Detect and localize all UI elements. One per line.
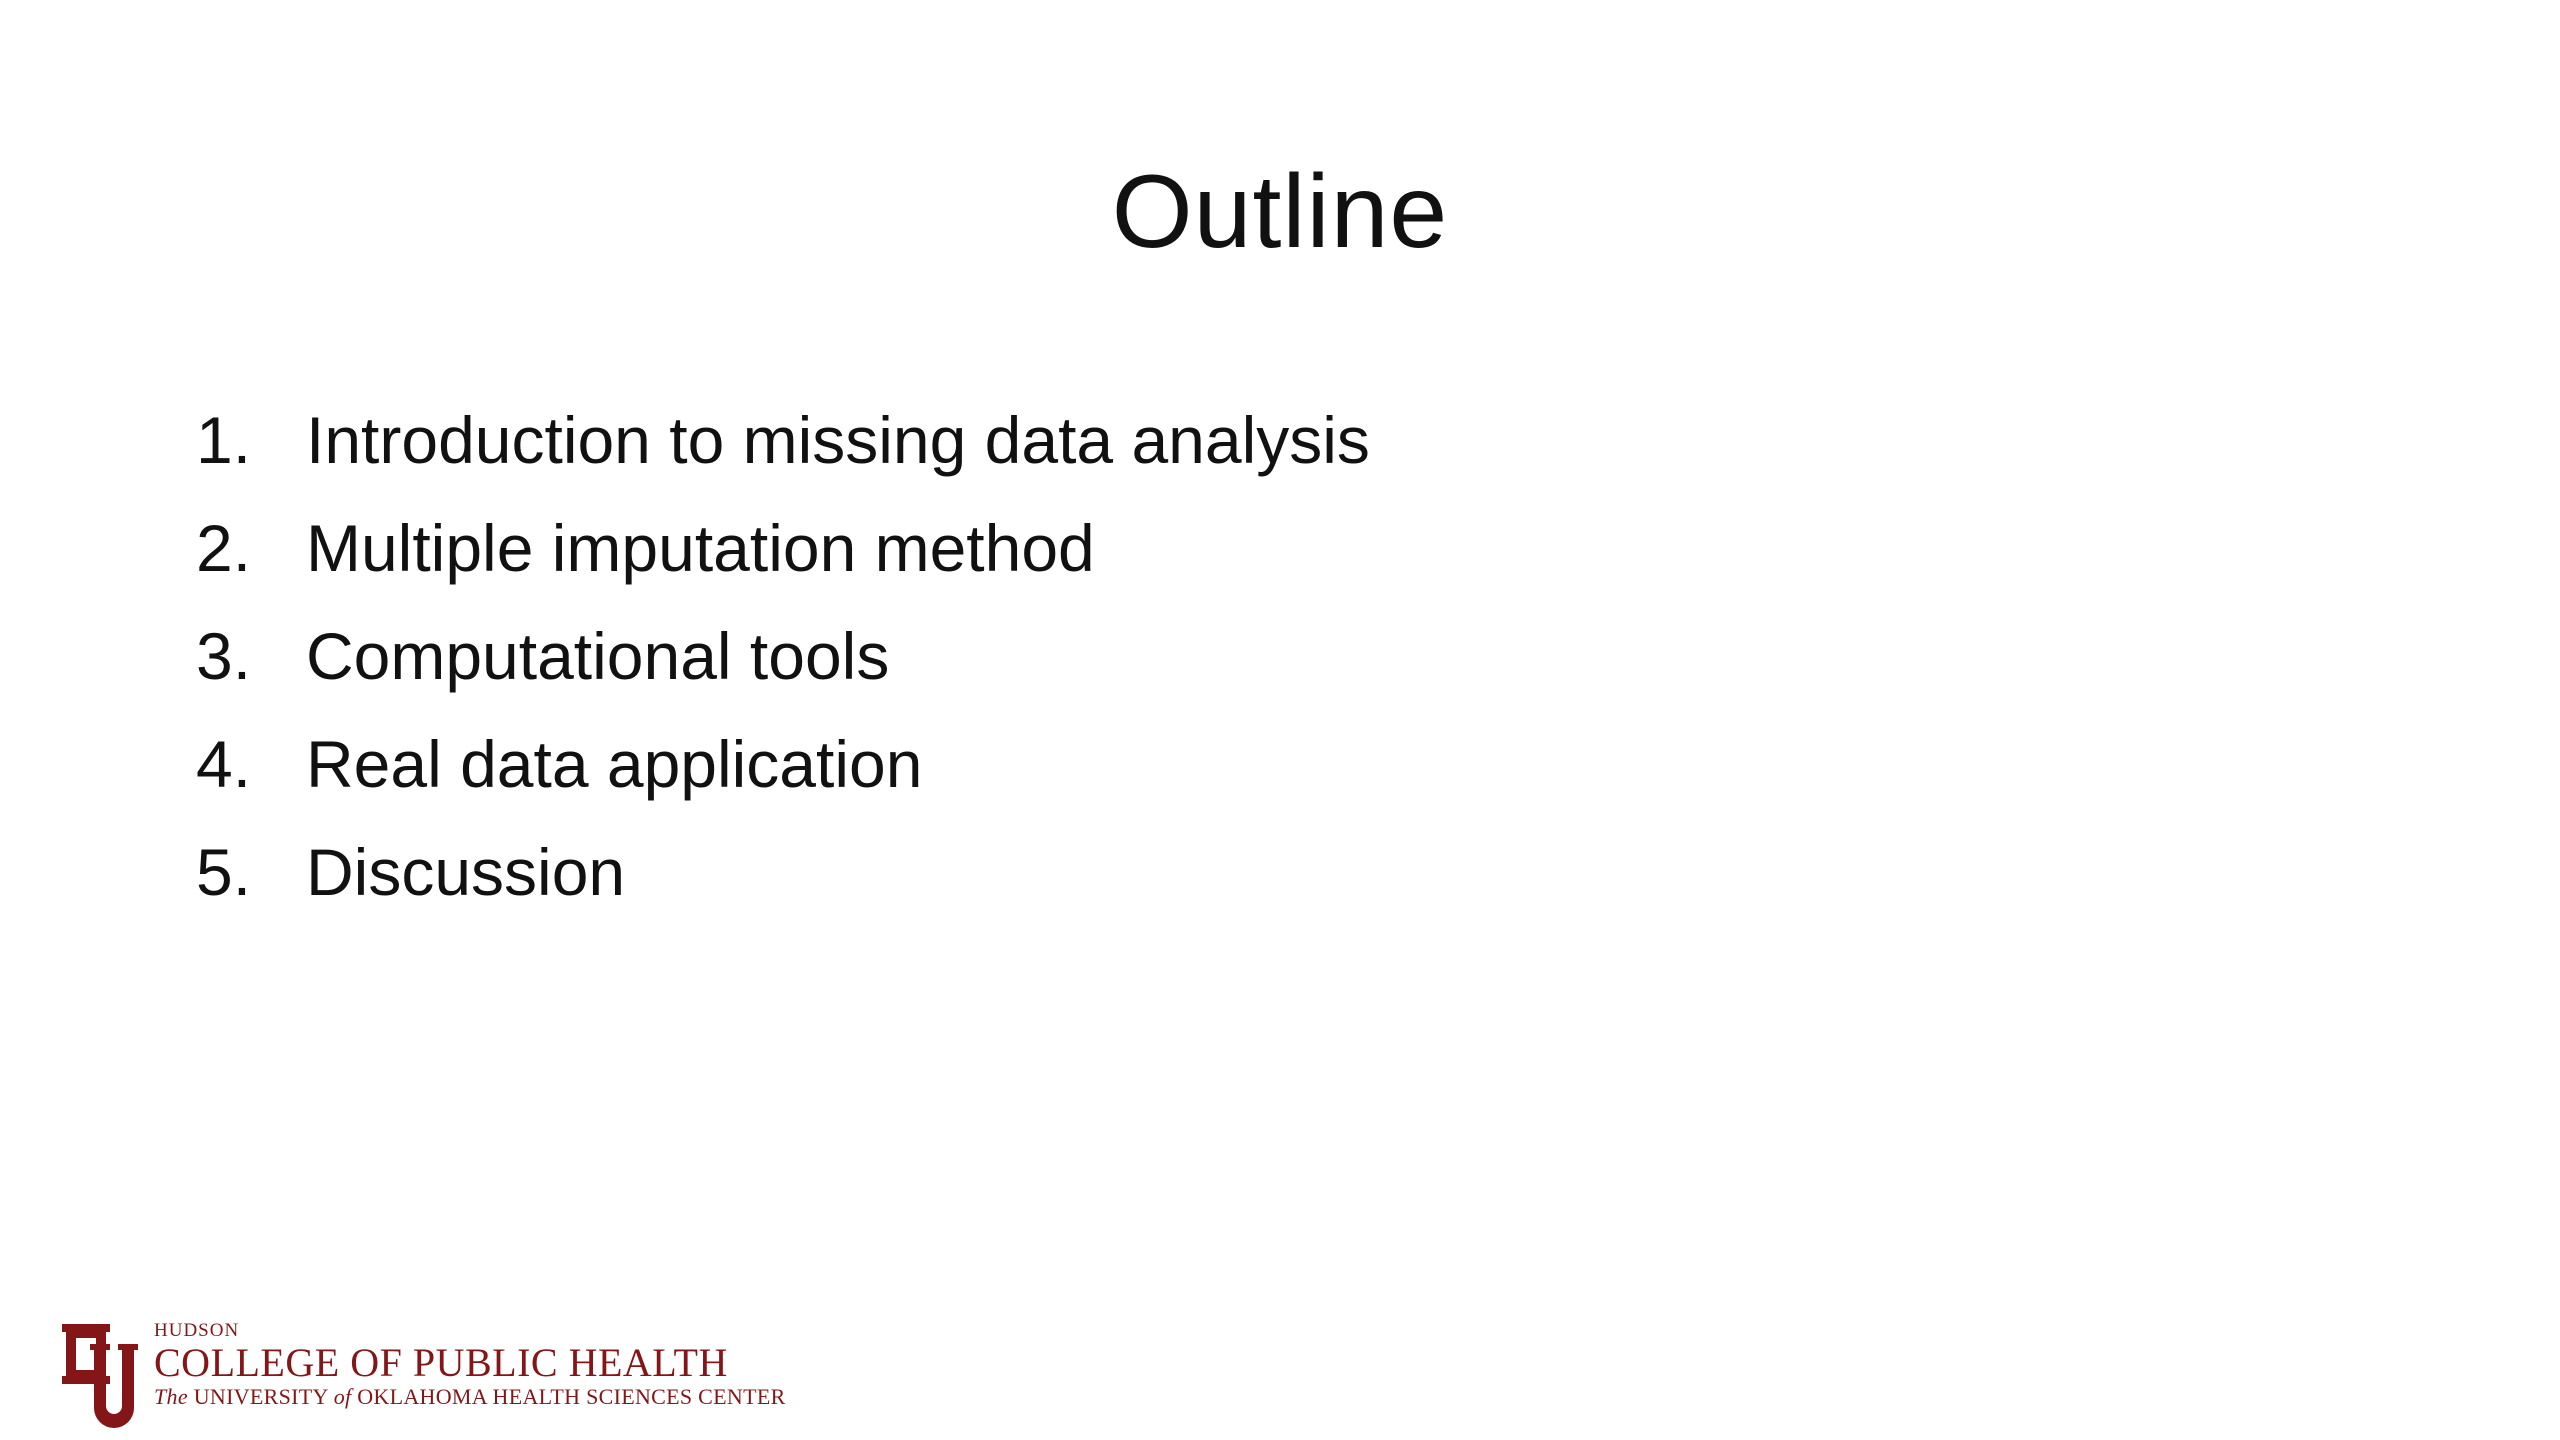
list-item (196, 494, 1370, 602)
logo-text (154, 1320, 786, 1410)
slide-title: Outline (1111, 154, 1449, 270)
logo-sub-rest: OKLAHOMA HEALTH SCIENCES CENTER (351, 1384, 786, 1409)
logo-line-sub (154, 1384, 786, 1410)
list-item (196, 602, 1370, 710)
logo-sub-of: of (333, 1384, 352, 1409)
list-item-number: 1. (196, 403, 252, 477)
logo-line-small: HUDSON (154, 1320, 240, 1341)
list-item (196, 818, 1370, 926)
list-item-number: 4. (196, 727, 252, 801)
list-item (196, 386, 1370, 494)
list-item (196, 710, 1370, 818)
college-logo (60, 1320, 800, 1430)
logo-line-main: COLLEGE OF PUBLIC HEALTH (154, 1340, 728, 1385)
list-item-text: Real data application (306, 727, 923, 801)
list-item-text: Discussion (306, 835, 626, 909)
logo-sub-university: UNIVERSITY (187, 1384, 334, 1409)
logo-sub-the: The (154, 1384, 188, 1409)
ou-monogram-icon (60, 1320, 150, 1430)
list-item-number: 5. (196, 835, 252, 909)
outline-list (196, 386, 1370, 926)
list-item-text: Introduction to missing data analysis (306, 403, 1370, 477)
list-item-text: Computational tools (306, 619, 890, 693)
list-item-text: Multiple imputation method (306, 511, 1095, 585)
list-item-number: 3. (196, 619, 252, 693)
list-item-number: 2. (196, 511, 252, 585)
